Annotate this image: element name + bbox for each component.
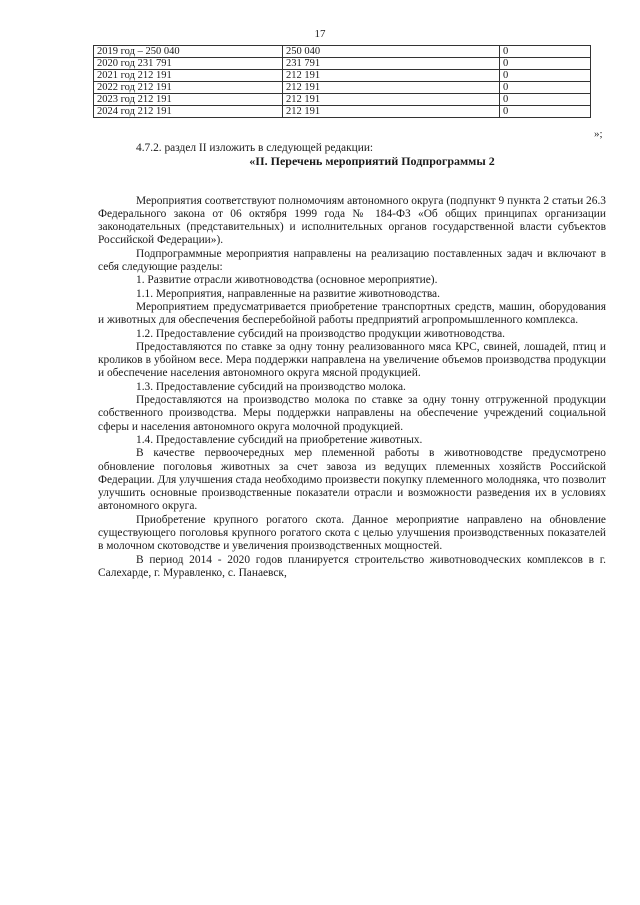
- table-cell: 212 191: [283, 106, 500, 118]
- paragraph: 1.4. Предоставление субсидий на приобретение животных.: [136, 433, 423, 446]
- table-cell: 0: [500, 70, 591, 82]
- table-row: [94, 106, 591, 118]
- funding-table: [93, 45, 591, 118]
- table-row: [94, 94, 591, 106]
- paragraph: В период 2014 - 2020 годов планируется строительство животноводческих комплексов в г. Салехарде, г. Муравленко, с. Панаевск,: [98, 553, 606, 579]
- paragraph: Мероприятия соответствуют полномочиям автономного округа (подпункт 9 пункта 2 статьи 26.3 Федерального закона от 06 октября 1999 года № 184-ФЗ «Об общих принципах организации законодательных (представительных) и исполнительных органов государственной власти субъектов Российской Федерации»).: [98, 194, 606, 247]
- table-row: [94, 58, 591, 70]
- table-row: [94, 70, 591, 82]
- table-cell: 231 791: [283, 58, 500, 70]
- paragraph: Приобретение крупного рогатого скота. Данное мероприятие направлено на обновление существующего поголовья крупного рогатого скота с целью улучшения производственных показателей в молочном скотоводстве и увеличения производственных мощностей.: [98, 513, 606, 553]
- paragraph: 1. Развитие отрасли животноводства (основное мероприятие).: [136, 274, 438, 287]
- paragraph: Подпрограммные мероприятия направлены на реализацию поставленных задач и включают в себя следующие разделы:: [98, 247, 606, 274]
- paragraph: В качестве первоочередных мер племенной работы в животноводстве предусмотрено обновление поголовья животных за счет завоза из ведущих племенных хозяйств Российской Федерации. Для улучшения стада необходимо произвести покупку племенного молодняка, что позволит улучшить основные производственные показатели отрасли и возможности разведения их в условиях автономного округа.: [98, 447, 606, 513]
- table-cell: 2022 год 212 191: [94, 82, 283, 94]
- table-cell: 212 191: [283, 82, 500, 94]
- table-cell: 0: [500, 106, 591, 118]
- page-number: 17: [314, 28, 326, 40]
- paragraph: 1.2. Предоставление субсидий на производство продукции животноводства.: [136, 327, 506, 340]
- table-row: [94, 46, 591, 58]
- table-cell: 2024 год 212 191: [94, 106, 283, 118]
- table-cell: 0: [500, 82, 591, 94]
- body-text: [98, 142, 606, 580]
- table-cell: 2021 год 212 191: [94, 70, 283, 82]
- paragraph-list: [98, 195, 606, 581]
- table-cell: 0: [500, 46, 591, 58]
- table-row: [94, 82, 591, 94]
- paragraph: 1.1. Мероприятия, направленные на развитие животноводства.: [136, 287, 440, 300]
- section-heading: «II. Перечень мероприятий Подпрограммы 2: [249, 154, 495, 169]
- intro-line: 4.7.2. раздел II изложить в следующей редакции:: [136, 142, 374, 154]
- table-cell: 0: [500, 58, 591, 70]
- table-cell: 212 191: [283, 94, 500, 106]
- paragraph: Предоставляются на производство молока по ставке за одну тонну отгруженной продукции собственного производства. Меры поддержки направлены на обеспечение учреждений социальной сферы и населения автономного округа молочной продукцией.: [98, 394, 606, 433]
- paragraph: Предоставляются по ставке за одну тонну реализованного мяса КРС, свиней, лошадей, птиц и кроликов в убойном весе. Мера поддержки направлена на увеличение объемов производства продукции и обеспечение населения автономного округа мясной продукцией.: [98, 340, 606, 380]
- table-cell: 0: [500, 94, 591, 106]
- table-cell: 250 040: [283, 46, 500, 58]
- table-cell: 2023 год 212 191: [94, 94, 283, 106]
- spacer: [98, 182, 606, 195]
- table-cell: 2019 год – 250 040: [94, 46, 283, 58]
- table-cell: 2020 год 231 791: [94, 58, 283, 70]
- paragraph: Мероприятием предусматривается приобретение транспортных средств, машин, оборудования и животных для обеспечения бесперебойной работы предприятий агропромышленного комплекса.: [98, 300, 606, 327]
- quote-close-mark: »;: [594, 128, 603, 140]
- funding-table-body: [94, 46, 591, 118]
- table-cell: 212 191: [283, 70, 500, 82]
- paragraph: 1.3. Предоставление субсидий на производство молока.: [136, 380, 406, 393]
